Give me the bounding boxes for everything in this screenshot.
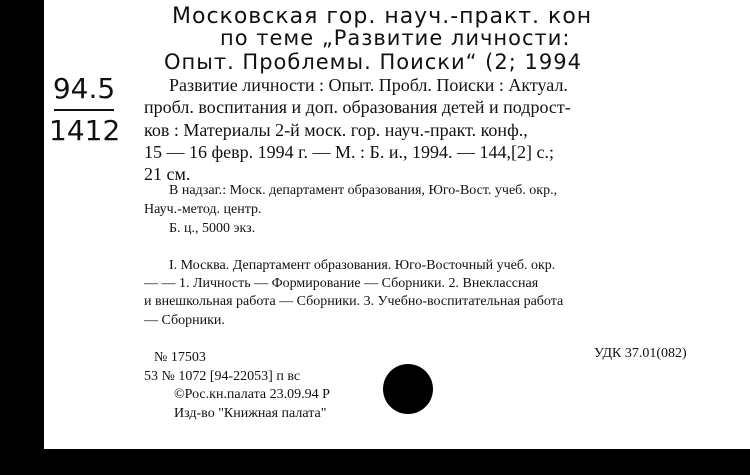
note-line-1: В надзаг.: Моск. департамент образования, Юго-Вост. учеб. окр.,: [169, 183, 558, 198]
footer-line-2: 53 № 1072 [94-22053] п вс: [144, 369, 301, 384]
footer-line-3: ©Рос.кн.палата 23.09.94 Р: [174, 387, 330, 402]
handwritten-heading-line-3: Опыт. Проблемы. Поиски“ (2; 1994: [164, 50, 582, 74]
shelf-mark-bottom: 1412: [49, 114, 121, 147]
title-entry-line-4: 15 — 16 февр. 1994 г. — М. : Б. и., 1994. — 144,[2] с.;: [144, 142, 554, 162]
handwritten-heading-line-2: по теме „Развитие личности:: [220, 26, 571, 50]
title-entry-line-5: 21 см.: [144, 164, 191, 184]
title-entry-line-1: Развитие личности : Опыт. Пробл. Поиски : Актуал.: [169, 75, 568, 95]
handwritten-heading-line-1: Московская гор. науч.-практ. кон: [172, 4, 593, 29]
subject-line-2: — — 1. Личность — Формирование — Сборники. 2. Внеклассная: [144, 276, 539, 291]
punch-hole: [383, 364, 433, 414]
note-line-2: Науч.-метод. центр.: [144, 202, 262, 217]
title-entry-line-2: пробл. воспитания и доп. образования детей и подрост-: [144, 97, 571, 117]
footer-line-4: Изд-во "Книжная палата": [174, 406, 327, 421]
subject-line-3: и внешкольная работа — Сборники. 3. Учебно-воспитательная работа: [144, 294, 564, 309]
subject-line-4: — Сборники.: [144, 313, 225, 328]
subject-line-1: I. Москва. Департамент образования. Юго-Восточный учеб. окр.: [169, 258, 556, 273]
catalog-card: [44, 0, 750, 449]
record-number: № 17503: [154, 350, 206, 365]
shelf-mark-divider: [54, 109, 114, 111]
title-entry-line-3: ков : Материалы 2-й моск. гор. науч.-практ. конф.,: [144, 120, 528, 140]
shelf-mark-top: 94.5: [52, 72, 116, 105]
udc-code: УДК 37.01(082): [594, 346, 687, 361]
note-line-3: Б. ц., 5000 экз.: [169, 221, 256, 236]
